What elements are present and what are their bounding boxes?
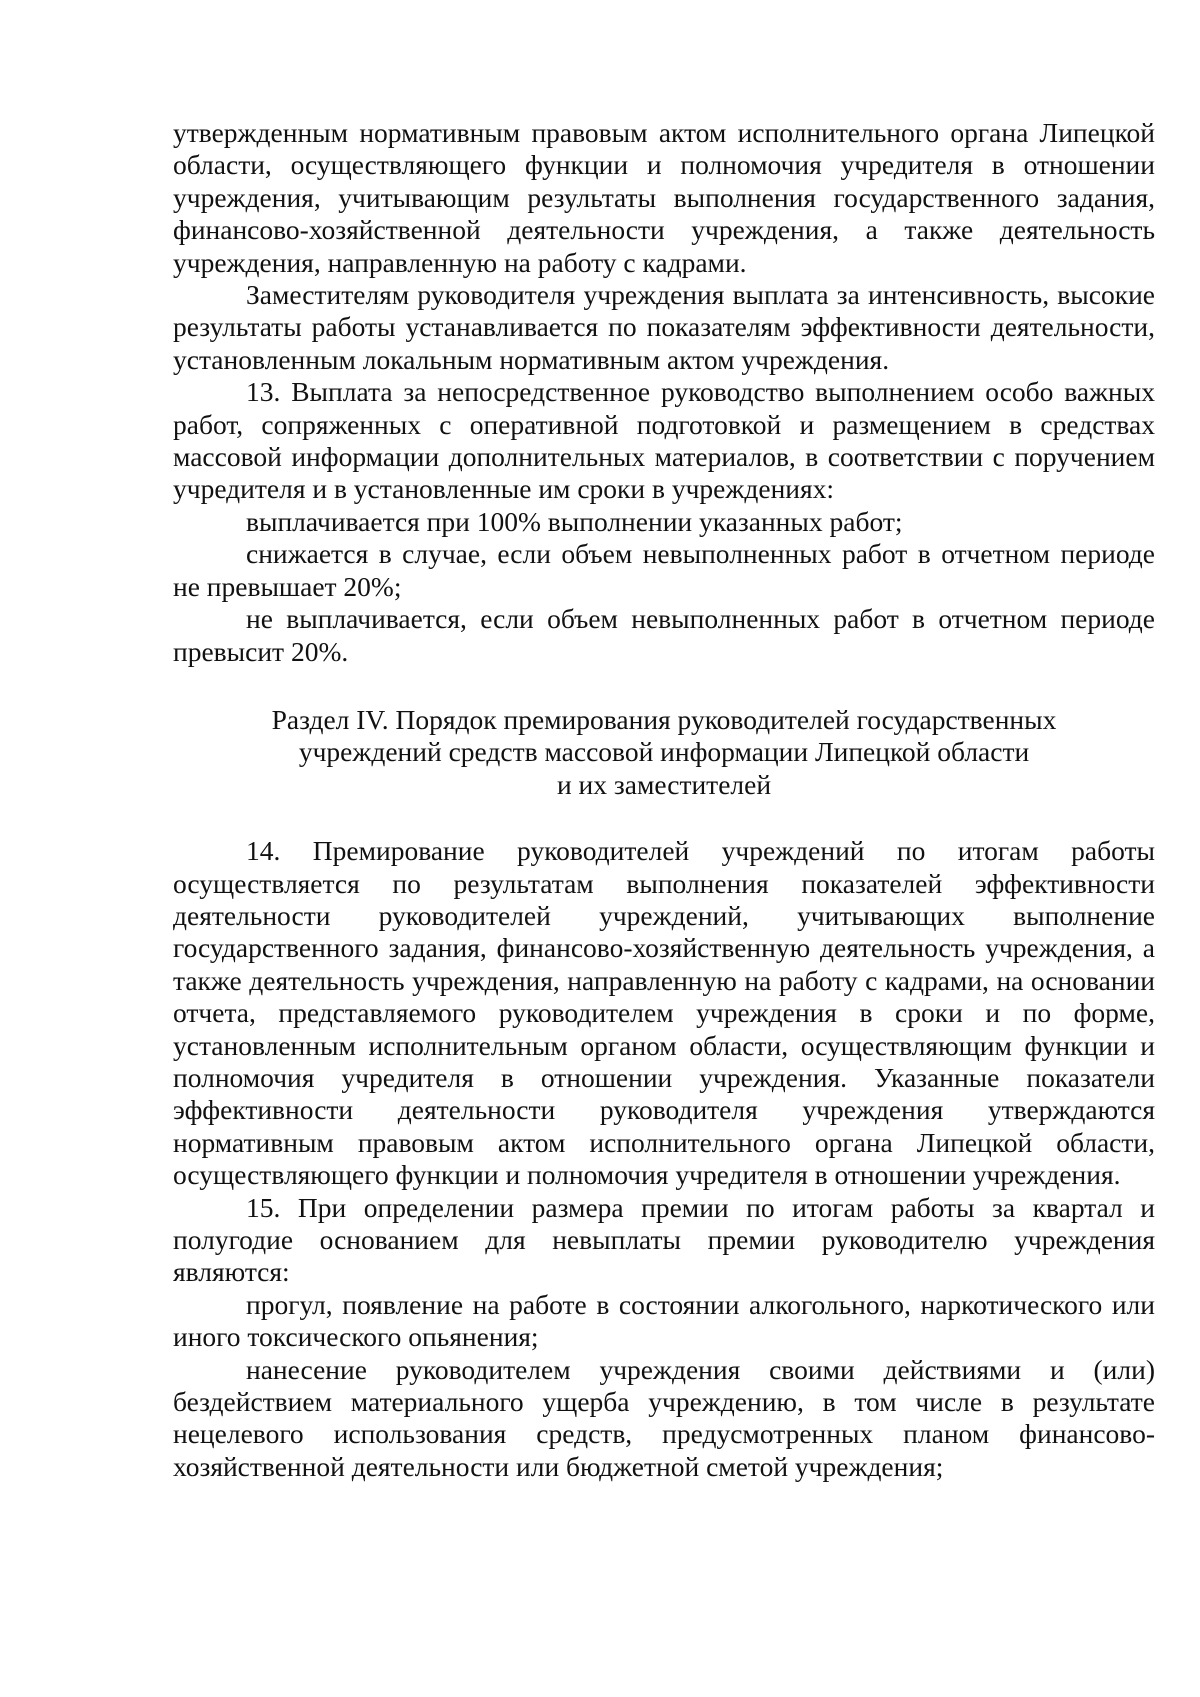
paragraph-item-14: 14. Премирование руководителей учреждений по итогам работы осуществляется по результатам выполнения показателей эффективности деятельности руководителей учреждений, учитывающих выполнение государственного задания, финансово-хозяйственную деятельность учреждения, а также деятельность учреждения, направленную на работу с кадрами, на основании отчета, представляемого руководителем учреждения в сроки и по форме, установленным исполнительным органом области, осуществляющим функции и полномочия учредителя в отношении учреждения. Указанные показатели эффективности деятельности руководителя учреждения утверждаются нормативным правовым актом исполнительного органа Липецкой области, осуществляющего функции и полномочия учредителя в отношении учреждения. — [173, 835, 1155, 1191]
paragraph-item-15: 15. При определении размера премии по итогам работы за квартал и полугодие основанием для невыплаты премии руководителю учреждения являются: — [173, 1191, 1155, 1288]
section-heading-line-1: Раздел IV. Порядок премирования руководителей государственных — [271, 703, 1057, 735]
paragraph-not-paid: не выплачивается, если объем невыполненных работ в отчетном периоде превысит 20%. — [173, 603, 1155, 667]
section-heading — [173, 704, 1155, 801]
section-heading-line-2: учреждений средств массовой информации Липецкой области — [298, 736, 1030, 768]
paragraph-item-13: 13. Выплата за непосредственное руководство выполнением особо важных работ, сопряженных с оперативной подготовкой и размещением в средствах массовой информации дополнительных материалов, в соответствии с поручением учредителя и в установленные им сроки в учреждениях: — [173, 376, 1155, 505]
paragraph-approved-act: утвержденным нормативным правовым актом исполнительного органа Липецкой области, осуществляющего функции и полномочия учредителя в отношении учреждения, учитывающим результаты выполнения государственного задания, финансово-хозяйственной деятельности учреждения, а также деятельность учреждения, направленную на работу с кадрами. — [173, 117, 1155, 278]
paragraph-paid-full: выплачивается при 100% выполнении указанных работ; — [246, 505, 903, 537]
section-heading-line-3: и их заместителей — [556, 768, 772, 800]
paragraph-reduced: снижается в случае, если объем невыполненных работ в отчетном периоде не превышает 20%; — [173, 538, 1155, 602]
document-body — [173, 117, 1155, 1483]
paragraph-deputies-payment: Заместителям руководителя учреждения выплата за интенсивность, высокие результаты работы устанавливается по показателям эффективности деятельности, установленным локальным нормативным актом учреждения. — [173, 279, 1155, 375]
paragraph-absence: прогул, появление на работе в состоянии алкогольного, наркотического или иного токсического опьянения; — [173, 1288, 1155, 1353]
paragraph-damage: нанесение руководителем учреждения своими действиями и (или) бездействием материального ущерба учреждению, в том числе в результате нецелевого использования средств, предусмотренных планом финансово-хозяйственной деятельности или бюджетной сметой учреждения; — [173, 1353, 1155, 1482]
